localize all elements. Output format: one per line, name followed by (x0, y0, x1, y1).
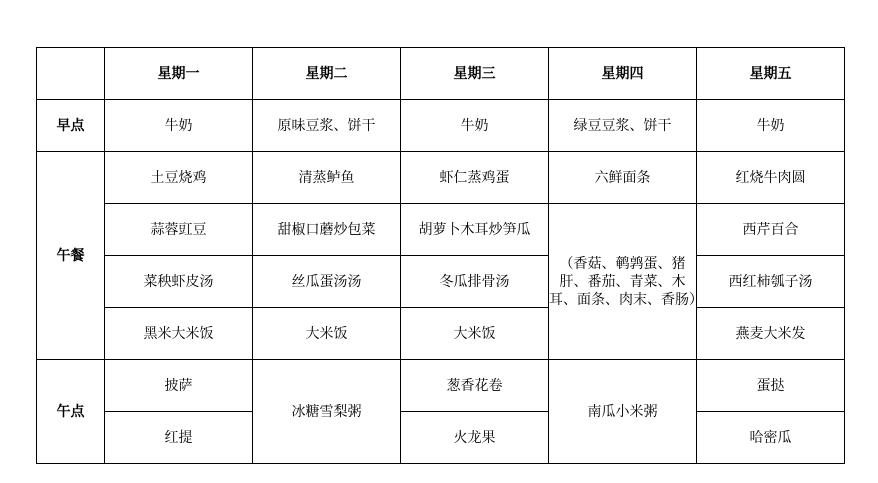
lunch-row-2 (37, 204, 845, 256)
afternoon-wednesday-1: 葱香花卷 (401, 360, 549, 412)
afternoon-thursday: 南瓜小米粥 (549, 360, 697, 464)
afternoon-row-2 (37, 412, 845, 464)
afternoon-friday-1: 蛋挞 (697, 360, 845, 412)
lunch-monday-2: 蒜蓉豇豆 (105, 204, 253, 256)
morning-friday: 牛奶 (697, 100, 845, 152)
afternoon-monday-2: 红提 (105, 412, 253, 464)
morning-label: 早点 (37, 100, 105, 152)
lunch-monday-4: 黑米大米饭 (105, 308, 253, 360)
afternoon-tuesday: 冰糖雪梨粥 (253, 360, 401, 464)
lunch-wednesday-3: 冬瓜排骨汤 (401, 256, 549, 308)
day-header-friday: 星期五 (697, 48, 845, 100)
lunch-friday-3: 西红柿瓠子汤 (697, 256, 845, 308)
lunch-tuesday-4: 大米饭 (253, 308, 401, 360)
day-header-tuesday: 星期二 (253, 48, 401, 100)
morning-thursday: 绿豆豆浆、饼干 (549, 100, 697, 152)
corner-cell (37, 48, 105, 100)
lunch-thursday-main: 六鲜面条 (549, 152, 697, 204)
lunch-row-4 (37, 308, 845, 360)
lunch-friday-1: 红烧牛肉圆 (697, 152, 845, 204)
lunch-monday-3: 菜秧虾皮汤 (105, 256, 253, 308)
morning-monday: 牛奶 (105, 100, 253, 152)
lunch-friday-2: 西芹百合 (697, 204, 845, 256)
weekly-menu-table (36, 47, 845, 464)
morning-row (37, 100, 845, 152)
day-header-wednesday: 星期三 (401, 48, 549, 100)
afternoon-row-1 (37, 360, 845, 412)
afternoon-wednesday-2: 火龙果 (401, 412, 549, 464)
lunch-tuesday-3: 丝瓜蛋汤汤 (253, 256, 401, 308)
afternoon-label: 午点 (37, 360, 105, 464)
day-header-monday: 星期一 (105, 48, 253, 100)
lunch-label: 午餐 (37, 152, 105, 360)
morning-tuesday: 原味豆浆、饼干 (253, 100, 401, 152)
lunch-thursday-ingredients: （香菇、鹌鹑蛋、猪肝、番茄、青菜、木耳、面条、肉末、香肠） (549, 204, 697, 360)
lunch-monday-1: 土豆烧鸡 (105, 152, 253, 204)
lunch-wednesday-2: 胡萝卜木耳炒笋瓜 (401, 204, 549, 256)
lunch-wednesday-4: 大米饭 (401, 308, 549, 360)
morning-wednesday: 牛奶 (401, 100, 549, 152)
afternoon-friday-2: 哈密瓜 (697, 412, 845, 464)
header-row (37, 48, 845, 100)
lunch-row-3 (37, 256, 845, 308)
lunch-friday-4: 燕麦大米发 (697, 308, 845, 360)
lunch-tuesday-1: 清蒸鲈鱼 (253, 152, 401, 204)
afternoon-monday-1: 披萨 (105, 360, 253, 412)
day-header-thursday: 星期四 (549, 48, 697, 100)
lunch-tuesday-2: 甜椒口蘑炒包菜 (253, 204, 401, 256)
lunch-row-1 (37, 152, 845, 204)
lunch-wednesday-1: 虾仁蒸鸡蛋 (401, 152, 549, 204)
